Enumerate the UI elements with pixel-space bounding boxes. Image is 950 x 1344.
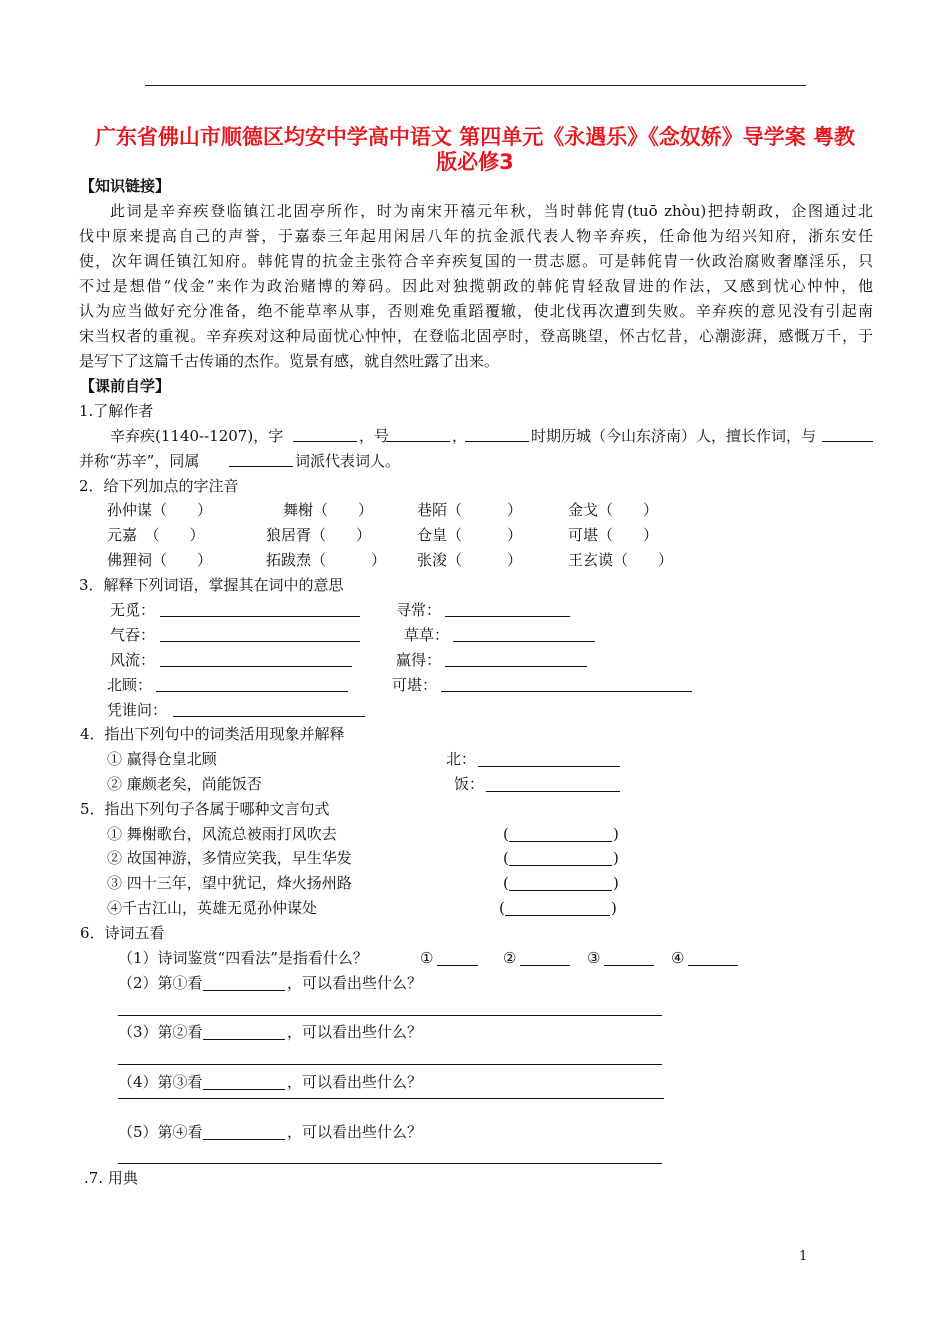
q1-text: ，: [452, 427, 468, 445]
answer-line: [118, 1163, 662, 1164]
section-heading-preview: 【课前自学】: [80, 377, 171, 395]
answer-blank: [445, 616, 570, 617]
paragraph-line: 伐中原来提高自己的声誉，于嘉泰三年起用闲居八年的抗金派代表人物辛弃疾，任命他为绍兴知府，浙东安任: [79, 227, 873, 245]
answer-blank: [509, 865, 612, 866]
term-label: 饭：: [454, 775, 485, 793]
paren-close: ): [613, 849, 619, 867]
sentence-item: ① 赢得仓皇北顾: [107, 750, 217, 768]
question-3-title: 3．解释下列词语，掌握其在词中的意思: [79, 576, 344, 594]
answer-blank: [445, 666, 587, 667]
pinyin-item: 仓皇（ ）: [417, 526, 523, 544]
paren-open: (: [503, 825, 509, 843]
paren-open: (: [503, 874, 509, 892]
sub-question-tail: ，可以看出些什么？: [287, 1123, 423, 1141]
question-2-title: 2．给下列加点的字注音: [79, 477, 239, 495]
sentence-item: ③ 四十三年，望中犹记，烽火扬州路: [107, 874, 352, 892]
answer-blank: [293, 441, 357, 442]
answer-blank: [203, 990, 285, 991]
term-label: 寻常：: [396, 601, 442, 619]
sub-question-tail: ，可以看出些什么？: [287, 974, 423, 992]
answer-blank: [465, 441, 529, 442]
q1-text: ，号: [359, 427, 390, 445]
circled-number: ①: [420, 949, 434, 967]
sub-question-tail: ，可以看出些什么？: [287, 1073, 423, 1091]
answer-blank: [437, 965, 478, 966]
paragraph-line: 是写下了这篇千古传诵的杰作。览景有感，就自然吐露了出来。: [79, 352, 500, 370]
answer-blank: [386, 441, 450, 442]
sub-question-tail: ，可以看出些什么？: [287, 1023, 423, 1041]
pinyin-item: 孙仲谋（ ）: [107, 501, 213, 519]
question-1-title: 1.了解作者: [79, 402, 154, 420]
term-label: 赢得：: [396, 651, 442, 669]
answer-blank: [822, 441, 873, 442]
term-label: 凭谁问：: [107, 701, 168, 719]
sub-question: （3）第②看: [118, 1023, 203, 1041]
question-6-title: 6．诗词五看: [80, 924, 165, 942]
term-label: 北顾：: [107, 676, 153, 694]
term-label: 气吞：: [110, 626, 156, 644]
pinyin-item: 可堪（ ）: [568, 526, 659, 544]
answer-blank: [505, 915, 610, 916]
answer-blank: [441, 691, 692, 692]
q1-text: 并称“苏辛”，同属: [79, 452, 200, 470]
paragraph-line: 此词是辛弃疾登临镇江北固亭所作，时为南宋开禧元年秋，当时韩侂胄(tuō zhòu)把持朝政，企图通过北: [110, 202, 873, 220]
answer-blank: [509, 890, 612, 891]
answer-blank: [203, 1139, 285, 1140]
sub-question: （1）诗词鉴赏“四看法”是指看什么？: [118, 949, 368, 967]
pinyin-item: 张浚（ ）: [417, 551, 523, 569]
answer-blank: [156, 691, 348, 692]
sentence-item: ④千古江山，英雄无觅孙仲谋处: [107, 899, 318, 917]
pinyin-item: 元嘉 （ ）: [107, 526, 205, 544]
term-label: 北：: [446, 750, 477, 768]
pinyin-item: 拓跋焘（ ）: [266, 551, 387, 569]
sub-question: （2）第①看: [118, 974, 203, 992]
section-heading-knowledge: 【知识链接】: [80, 177, 171, 195]
paren-close: ): [613, 874, 619, 892]
pinyin-item: 金戈（ ）: [568, 501, 659, 519]
document-title: 广东省佛山市顺德区均安中学高中语文 第四单元《永遇乐》《念奴娇》导学案 粤教: [94, 125, 856, 149]
answer-blank: [509, 841, 612, 842]
pinyin-item: 佛狸祠（ ）: [107, 551, 213, 569]
circled-number: ③: [587, 949, 601, 967]
circled-number: ④: [671, 949, 685, 967]
sentence-item: ① 舞榭歌台，风流总被雨打风吹去: [107, 825, 337, 843]
term-label: 可堪：: [392, 676, 438, 694]
answer-blank: [203, 1039, 285, 1040]
sentence-item: ② 廉颇老矣，尚能饭否: [107, 775, 262, 793]
answer-blank: [160, 641, 360, 642]
question-4-title: 4．指出下列句中的词类活用现象并解释: [80, 725, 345, 743]
answer-blank: [173, 716, 365, 717]
q1-text: 辛弃疾(1140--1207)，字: [110, 427, 284, 445]
document-title-line2: 版必修3: [436, 150, 514, 174]
answer-blank: [604, 965, 654, 966]
paren-close: ): [613, 825, 619, 843]
paragraph-line: 认为应当做好充分准备，绝不能草率从事，否则难免重蹈覆辙，使北伐再次遭到失败。辛弃疾的意见没有引起南: [79, 302, 873, 320]
answer-blank: [203, 1089, 285, 1090]
answer-blank: [478, 766, 620, 767]
term-label: 风流：: [110, 651, 156, 669]
sentence-item: ② 故国神游，多情应笑我，早生华发: [107, 849, 352, 867]
pinyin-item: 狼居胥（ ）: [266, 526, 372, 544]
answer-blank: [688, 965, 738, 966]
circled-number: ②: [503, 949, 517, 967]
paren-open: (: [503, 849, 509, 867]
term-label: 无觅：: [110, 601, 156, 619]
answer-blank: [453, 641, 595, 642]
pinyin-item: 舞榭（ ）: [283, 501, 374, 519]
answer-blank: [160, 616, 360, 617]
answer-blank: [160, 666, 352, 667]
question-7-title: .7. 用典: [84, 1169, 138, 1187]
answer-line: [118, 1015, 662, 1016]
term-label: 草草：: [404, 626, 450, 644]
answer-blank: [486, 791, 620, 792]
pinyin-item: 巷陌（ ）: [417, 501, 523, 519]
q1-text: 时期历城（今山东济南）人，擅长作词，与: [531, 427, 817, 445]
sub-question: （4）第③看: [118, 1073, 203, 1091]
header-rule: [145, 85, 806, 86]
page-number: 1: [799, 1249, 808, 1264]
answer-blank: [520, 965, 570, 966]
paren-open: (: [499, 899, 505, 917]
paragraph-line: 使，次年调任镇江知府。韩侂胄的抗金主张符合辛弃疾复国的一贯志愿。可是韩侂胄一伙政治腐败奢靡淫乐，只: [79, 252, 873, 270]
answer-blank: [229, 466, 293, 467]
paragraph-line: 宋当权者的重视。辛弃疾对这种局面忧心忡忡，在登临北固亭时，登高眺望，怀古忆昔，心潮澎湃，感慨万千，于: [79, 327, 873, 345]
sub-question: （5）第④看: [118, 1123, 203, 1141]
paren-close: ): [611, 899, 617, 917]
answer-line: [118, 1064, 662, 1065]
paragraph-line: 不过是想借“伐金”来作为政治赌博的筹码。因此对独揽朝政的韩侂胄轻敌冒进的作法，又感到忧心忡忡，他: [79, 277, 873, 295]
q1-text: 词派代表词人。: [295, 452, 401, 470]
question-5-title: 5．指出下列句子各属于哪种文言句式: [80, 800, 330, 818]
answer-line: [118, 1098, 664, 1099]
pinyin-item: 王玄谟（ ）: [568, 551, 674, 569]
